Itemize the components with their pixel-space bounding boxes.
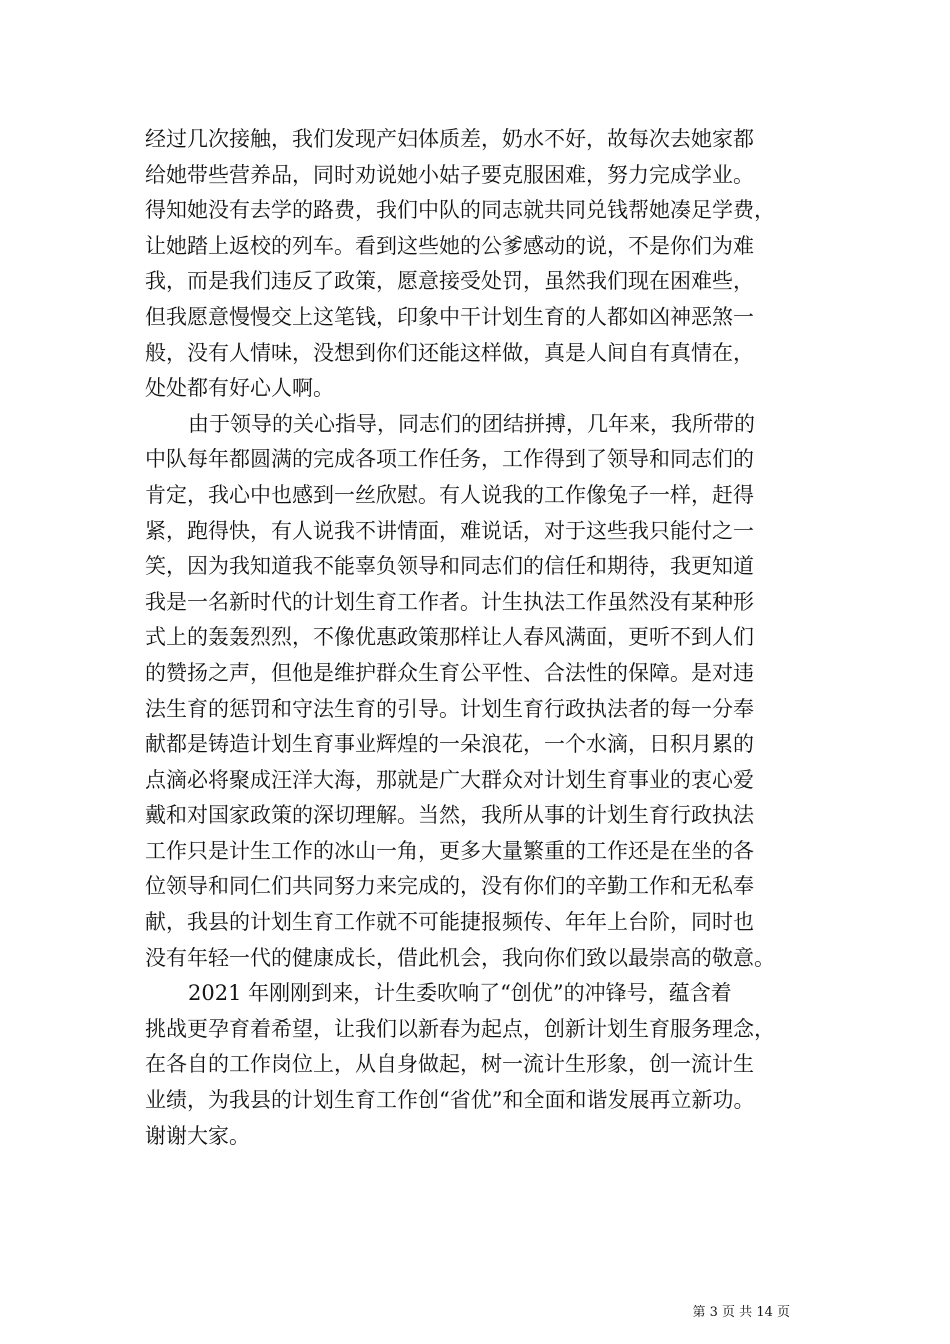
page-number-footer: 第 3 页 共 14 页 — [692, 1305, 790, 1320]
text-line: 给她带些营养品，同时劝说她小姑子要克服困难，努力完成学业。 — [145, 162, 754, 187]
text-line: 没有年轻一代的健康成长，借此机会，我向你们致以最崇高的敬意。 — [145, 945, 775, 970]
text-line: 处处都有好心人啊。 — [145, 376, 334, 401]
text-line: 的赞扬之声，但他是维护群众生育公平性、合法性的保障。是对违 — [145, 660, 754, 685]
text-line: 位领导和同仁们共同努力来完成的，没有你们的辛勤工作和无私奉 — [145, 874, 754, 899]
text-line: 中队每年都圆满的完成各项工作任务，工作得到了领导和同志们的 — [145, 447, 754, 472]
text-line: 工作只是计生工作的冰山一角，更多大量繁重的工作还是在坐的各 — [145, 838, 754, 863]
body-text — [145, 122, 815, 1154]
text-line: 戴和对国家政策的深切理解。当然，我所从事的计划生育行政执法 — [145, 803, 754, 828]
text-line: 谢谢大家。 — [145, 1123, 250, 1148]
text-line: 肯定，我心中也感到一丝欣慰。有人说我的工作像兔子一样，赶得 — [145, 482, 754, 507]
text-line: 献都是铸造计划生育事业辉煌的一朵浪花，一个水滴，日积月累的 — [145, 732, 754, 757]
text-line: 我，而是我们违反了政策，愿意接受处罚，虽然我们现在困难些， — [145, 269, 754, 294]
text-line: 法生育的惩罚和守法生育的引导。计划生育行政执法者的每一分奉 — [145, 696, 754, 721]
text-line: 笑，因为我知道我不能辜负领导和同志们的信任和期待，我更知道 — [145, 554, 754, 579]
text-line: 经过几次接触，我们发现产妇体质差，奶水不好，故每次去她家都 — [145, 127, 754, 151]
text-line: 式上的轰轰烈烈，不像优惠政策那样让人春风满面，更听不到人们 — [145, 625, 754, 650]
text-line: 得知她没有去学的路费，我们中队的同志就共同兑钱帮她凑足学费， — [145, 198, 775, 223]
text-line: 点滴必将聚成汪洋大海，那就是广大群众对计划生育事业的衷心爱 — [145, 767, 754, 792]
text-line: 献，我县的计划生育工作就不可能捷报频传、年年上台阶，同时也 — [145, 910, 754, 935]
text-line: 业绩，为我县的计划生育工作创“省优”和全面和谐发展再立新功。 — [145, 1088, 755, 1113]
text-line: 般，没有人情味，没想到你们还能这样做，真是人间自有真情在， — [145, 340, 754, 365]
text-line: 我是一名新时代的计划生育工作者。计生执法工作虽然没有某种形 — [145, 589, 754, 614]
paragraph-start-line: 由于领导的关心指导，同志们的团结拼搏，几年来，我所带的 — [188, 411, 755, 436]
text-line: 但我愿意慢慢交上这笔钱，印象中干计划生育的人都如凶神恶煞一 — [145, 304, 754, 329]
text-line: 让她踏上返校的列车。看到这些她的公爹感动的说，不是你们为难 — [145, 233, 754, 258]
text-line: 在各自的工作岗位上，从自身做起，树一流计生形象，创一流计生 — [145, 1052, 754, 1077]
text-line: 紧，跑得快，有人说我不讲情面，难说话，对于这些我只能付之一 — [145, 518, 754, 543]
paragraph-start-line: 2021 年刚刚到来，计生委吹响了“创优”的冲锋号，蕴含着 — [188, 981, 732, 1006]
text-line: 挑战更孕育着希望，让我们以新春为起点，创新计划生育服务理念， — [145, 1016, 775, 1041]
